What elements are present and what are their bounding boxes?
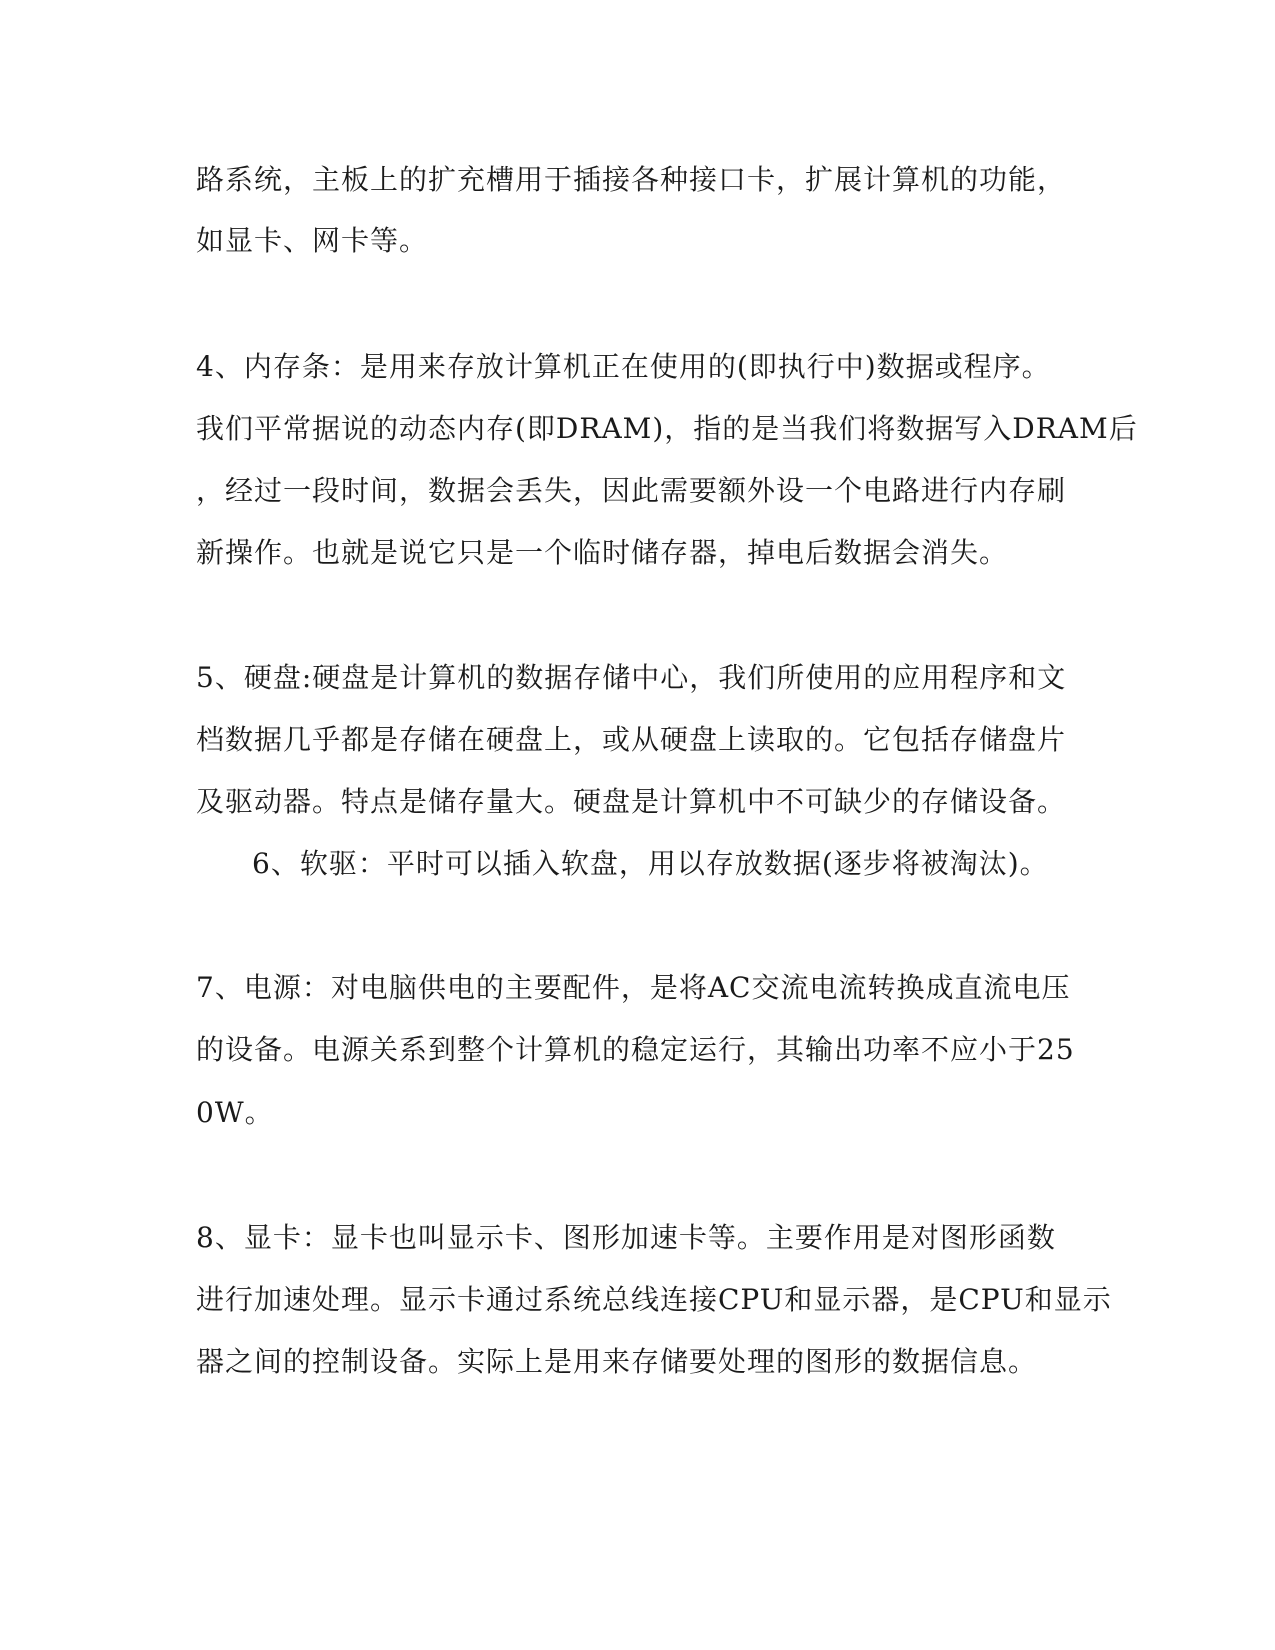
text-line: 0W。 — [196, 1096, 274, 1129]
text-line: 进行加速处理。显示卡通过系统总线连接CPU和显示器，是CPU和显示 — [196, 1283, 1112, 1316]
text-line: 7、电源：对电脑供电的主要配件，是将AC交流电流转换成直流电压 — [196, 971, 1071, 1004]
text-line: 如显卡、网卡等。 — [196, 224, 429, 257]
text-line: 我们平常据说的动态内存(即DRAM)，指的是当我们将数据写入DRAM后 — [196, 412, 1138, 445]
text-line: 路系统，主板上的扩充槽用于插接各种接口卡，扩展计算机的功能， — [196, 163, 1067, 196]
text-line: 器之间的控制设备。实际上是用来存储要处理的图形的数据信息。 — [196, 1345, 1038, 1378]
text-line: ，经过一段时间，数据会丢失，因此需要额外设一个电路进行内存刷 — [196, 474, 1067, 507]
text-line: 6、软驱：平时可以插入软盘，用以存放数据(逐步将被淘汰)。 — [252, 847, 1049, 880]
text-line: 5、硬盘:硬盘是计算机的数据存储中心，我们所使用的应用程序和文 — [196, 661, 1067, 694]
text-line: 及驱动器。特点是储存量大。硬盘是计算机中不可缺少的存储设备。 — [196, 785, 1067, 818]
text-line: 8、显卡：显卡也叫显示卡、图形加速卡等。主要作用是对图形函数 — [196, 1221, 1056, 1254]
text-line: 档数据几乎都是存储在硬盘上，或从硬盘上读取的。它包括存储盘片 — [196, 723, 1067, 756]
text-line: 的设备。电源关系到整个计算机的稳定运行，其输出功率不应小于25 — [196, 1033, 1075, 1066]
text-line: 4、内存条：是用来存放计算机正在使用的(即执行中)数据或程序。 — [196, 350, 1051, 383]
text-line: 新操作。也就是说它只是一个临时储存器，掉电后数据会消失。 — [196, 536, 1009, 569]
